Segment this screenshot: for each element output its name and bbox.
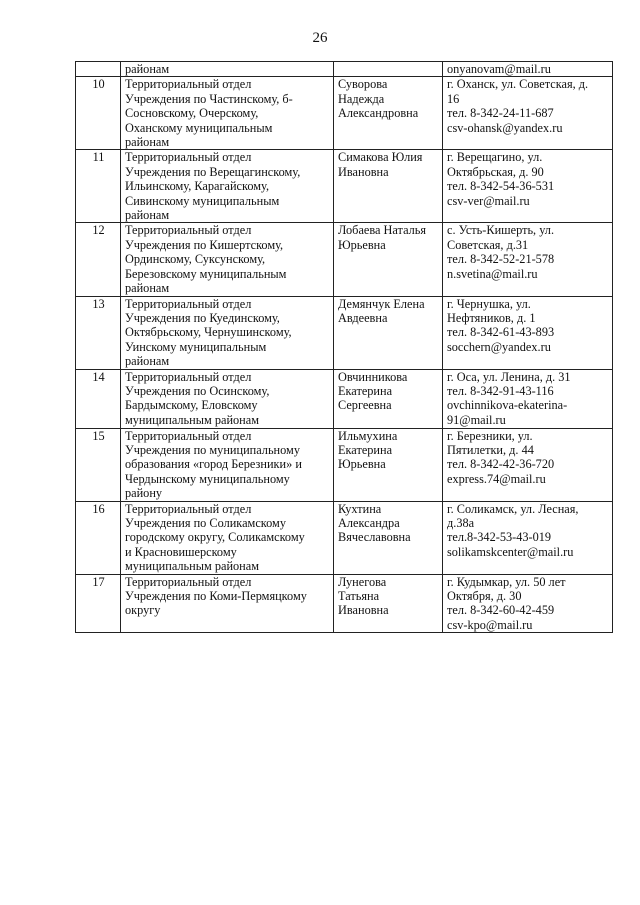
row-number-cell: 11 [76, 150, 121, 223]
office-name-line: Территориальный отдел [125, 150, 252, 165]
office-name-line: Территориальный отдел [125, 296, 252, 311]
head-name-line: Лунегова [338, 574, 387, 589]
row-number-cell: 12 [76, 223, 121, 296]
contacts-line: д.38а [447, 515, 475, 530]
row-number-cell: 14 [76, 369, 121, 428]
office-name-line: Территориальный отдел [125, 369, 252, 384]
contacts-line: тел.8-342-53-43-019 [447, 530, 552, 545]
contacts-line: г. Верещагино, ул. [447, 150, 543, 165]
offices-table-body [76, 62, 613, 633]
office-name-line: Учреждения по Частинскому, б- [125, 91, 293, 106]
head-name-line: Сергеевна [338, 398, 392, 413]
contacts-line: csv-ohansk@yandex.ru [447, 120, 563, 135]
contacts-cell [443, 62, 613, 77]
office-name-line: Учреждения по Куединскому, [125, 310, 280, 325]
contacts-line: Пятилетки, д. 44 [447, 442, 534, 457]
contacts-line: socchern@yandex.ru [447, 339, 551, 354]
table-row [76, 369, 613, 428]
contacts-line: csv-kpo@mail.ru [447, 617, 533, 632]
office-name-line: Учреждения по Кишертскому, [125, 237, 284, 252]
office-name-line: образования «город Березники» и [125, 457, 302, 472]
head-name-line: Ильмухина [338, 428, 398, 443]
head-name-line: Александра [338, 515, 400, 530]
contacts-line: тел. 8-342-24-11-687 [447, 106, 554, 121]
office-name-line: и Красновишерскому [125, 544, 237, 559]
office-name-line: Учреждения по Осинскому, [125, 383, 270, 398]
office-name-line: округу [125, 603, 161, 618]
office-name-cell [121, 296, 334, 369]
contacts-line: тел. 8-342-54-36-531 [447, 179, 555, 194]
office-name-line: муниципальным районам [125, 559, 259, 574]
contacts-line: г. Оханск, ул. Советская, д. [447, 77, 589, 92]
table-row [76, 150, 613, 223]
contacts-line: Нефтяников, д. 1 [447, 310, 536, 325]
contacts-line: Советская, д.31 [447, 237, 529, 252]
office-name-line: Бардымскому, Еловскому [125, 398, 258, 413]
head-name-cell [334, 223, 443, 296]
head-name-cell [334, 428, 443, 501]
head-name-line: Александровна [338, 106, 419, 121]
office-name-line: Территориальный отдел [125, 574, 252, 589]
table-row [76, 574, 613, 633]
contacts-cell [443, 223, 613, 296]
office-name-line: Октябрьскому, Чернушинскому, [125, 325, 292, 340]
head-name-line: Овчинникова [338, 369, 408, 384]
offices-table [75, 61, 613, 633]
office-name-line: Учреждения по Соликамскому [125, 515, 286, 530]
head-name-line: Авдеевна [338, 310, 388, 325]
contacts-line: тел. 8-342-60-42-459 [447, 603, 555, 618]
head-name-line: Юрьевна [338, 237, 386, 252]
contacts-line: csv-ver@mail.ru [447, 193, 530, 208]
contacts-line: onyanovam@mail.ru [447, 62, 551, 76]
row-number-cell: 13 [76, 296, 121, 369]
head-name-cell [334, 62, 443, 77]
head-name-line: Надежда [338, 91, 385, 106]
row-number-cell: 10 [76, 77, 121, 150]
head-name-cell [334, 574, 443, 633]
row-number-cell [76, 62, 121, 77]
office-name-cell [121, 428, 334, 501]
table-row [76, 296, 613, 369]
row-number-cell: 16 [76, 501, 121, 574]
head-name-cell [334, 369, 443, 428]
table-row [76, 428, 613, 501]
head-name-cell [334, 501, 443, 574]
office-name-line: Чердынскому муниципальному [125, 471, 290, 486]
office-name-line: Оханскому муниципальным [125, 120, 273, 135]
contacts-line: 91@mail.ru [447, 412, 506, 427]
office-name-line: Учреждения по Верещагинскому, [125, 164, 301, 179]
head-name-line: Кухтина [338, 501, 382, 516]
office-name-cell [121, 369, 334, 428]
contacts-line: г. Соликамск, ул. Лесная, [447, 501, 579, 516]
head-name-line: Суворова [338, 77, 388, 92]
contacts-line: г. Березники, ул. [447, 428, 533, 443]
head-name-cell [334, 77, 443, 150]
office-name-line: городскому округу, Соликамскому [125, 530, 305, 545]
office-name-line: Березовскому муниципальным [125, 266, 287, 281]
head-name-line: Екатерина [338, 383, 393, 398]
contacts-line: тел. 8-342-91-43-116 [447, 383, 554, 398]
table-row [76, 77, 613, 150]
contacts-cell [443, 150, 613, 223]
office-name-line: Уинскому муниципальным [125, 339, 267, 354]
contacts-line: Октябрьская, д. 90 [447, 164, 544, 179]
contacts-line: Октября, д. 30 [447, 589, 522, 603]
office-name-line: Территориальный отдел [125, 501, 252, 516]
contacts-line: тел. 8-342-52-21-578 [447, 252, 555, 267]
office-name-line: районам [125, 354, 170, 369]
head-name-line: Ивановна [338, 603, 389, 618]
head-name-line: Татьяна [338, 589, 380, 603]
office-name-cell [121, 77, 334, 150]
head-name-line: Лобаева Наталья [338, 223, 427, 238]
office-name-cell [121, 574, 334, 633]
head-name-line: Вячеславовна [338, 530, 411, 545]
contacts-cell [443, 77, 613, 150]
page-number: 26 [312, 30, 328, 46]
contacts-line: тел. 8-342-42-36-720 [447, 457, 555, 472]
contacts-line: тел. 8-342-61-43-893 [447, 325, 555, 340]
office-name-line: районам [125, 135, 170, 150]
office-name-line: Сивинскому муниципальным [125, 193, 280, 208]
office-name-cell [121, 150, 334, 223]
contacts-cell [443, 574, 613, 633]
head-name-cell [334, 296, 443, 369]
contacts-line: 16 [447, 91, 460, 106]
table-row [76, 62, 613, 77]
contacts-line: г. Кудымкар, ул. 50 лет [447, 574, 566, 589]
head-name-line: Юрьевна [338, 457, 386, 472]
contacts-line: n.svetina@mail.ru [447, 266, 538, 281]
contacts-line: г. Оса, ул. Ленина, д. 31 [447, 369, 571, 384]
head-name-line: Симакова Юлия [338, 150, 423, 165]
office-name-line: районам [125, 281, 170, 296]
office-name-line: Территориальный отдел [125, 223, 252, 238]
contacts-line: solikamskcenter@mail.ru [447, 544, 574, 559]
head-name-line: Екатерина [338, 442, 393, 457]
office-name-cell [121, 62, 334, 77]
office-name-cell [121, 501, 334, 574]
office-name-line: Учреждения по Коми-Пермяцкому [125, 589, 307, 603]
head-name-cell [334, 150, 443, 223]
office-name-line: районам [125, 62, 170, 76]
contacts-cell [443, 369, 613, 428]
table-row [76, 501, 613, 574]
contacts-line: express.74@mail.ru [447, 471, 546, 486]
contacts-cell [443, 501, 613, 574]
table-row [76, 223, 613, 296]
row-number-cell: 15 [76, 428, 121, 501]
office-name-line: району [125, 486, 163, 501]
contacts-line: ovchinnikova-ekaterina- [447, 398, 568, 413]
contacts-cell [443, 428, 613, 501]
contacts-line: с. Усть-Кишерть, ул. [447, 223, 555, 238]
office-name-line: районам [125, 208, 170, 223]
contacts-line: г. Чернушка, ул. [447, 296, 531, 311]
office-name-line: Ильинскому, Карагайскому, [125, 179, 270, 194]
office-name-cell [121, 223, 334, 296]
head-name-line: Ивановна [338, 164, 389, 179]
office-name-line: Территориальный отдел [125, 428, 252, 443]
office-name-line: Ординскому, Суксунскому, [125, 252, 266, 267]
row-number-cell: 17 [76, 574, 121, 633]
office-name-line: муниципальным районам [125, 412, 259, 427]
office-name-line: Учреждения по муниципальному [125, 442, 300, 457]
head-name-line: Демянчук Елена [338, 296, 425, 311]
contacts-cell [443, 296, 613, 369]
office-name-line: Сосновскому, Очерскому, [125, 106, 259, 121]
office-name-line: Территориальный отдел [125, 77, 252, 92]
